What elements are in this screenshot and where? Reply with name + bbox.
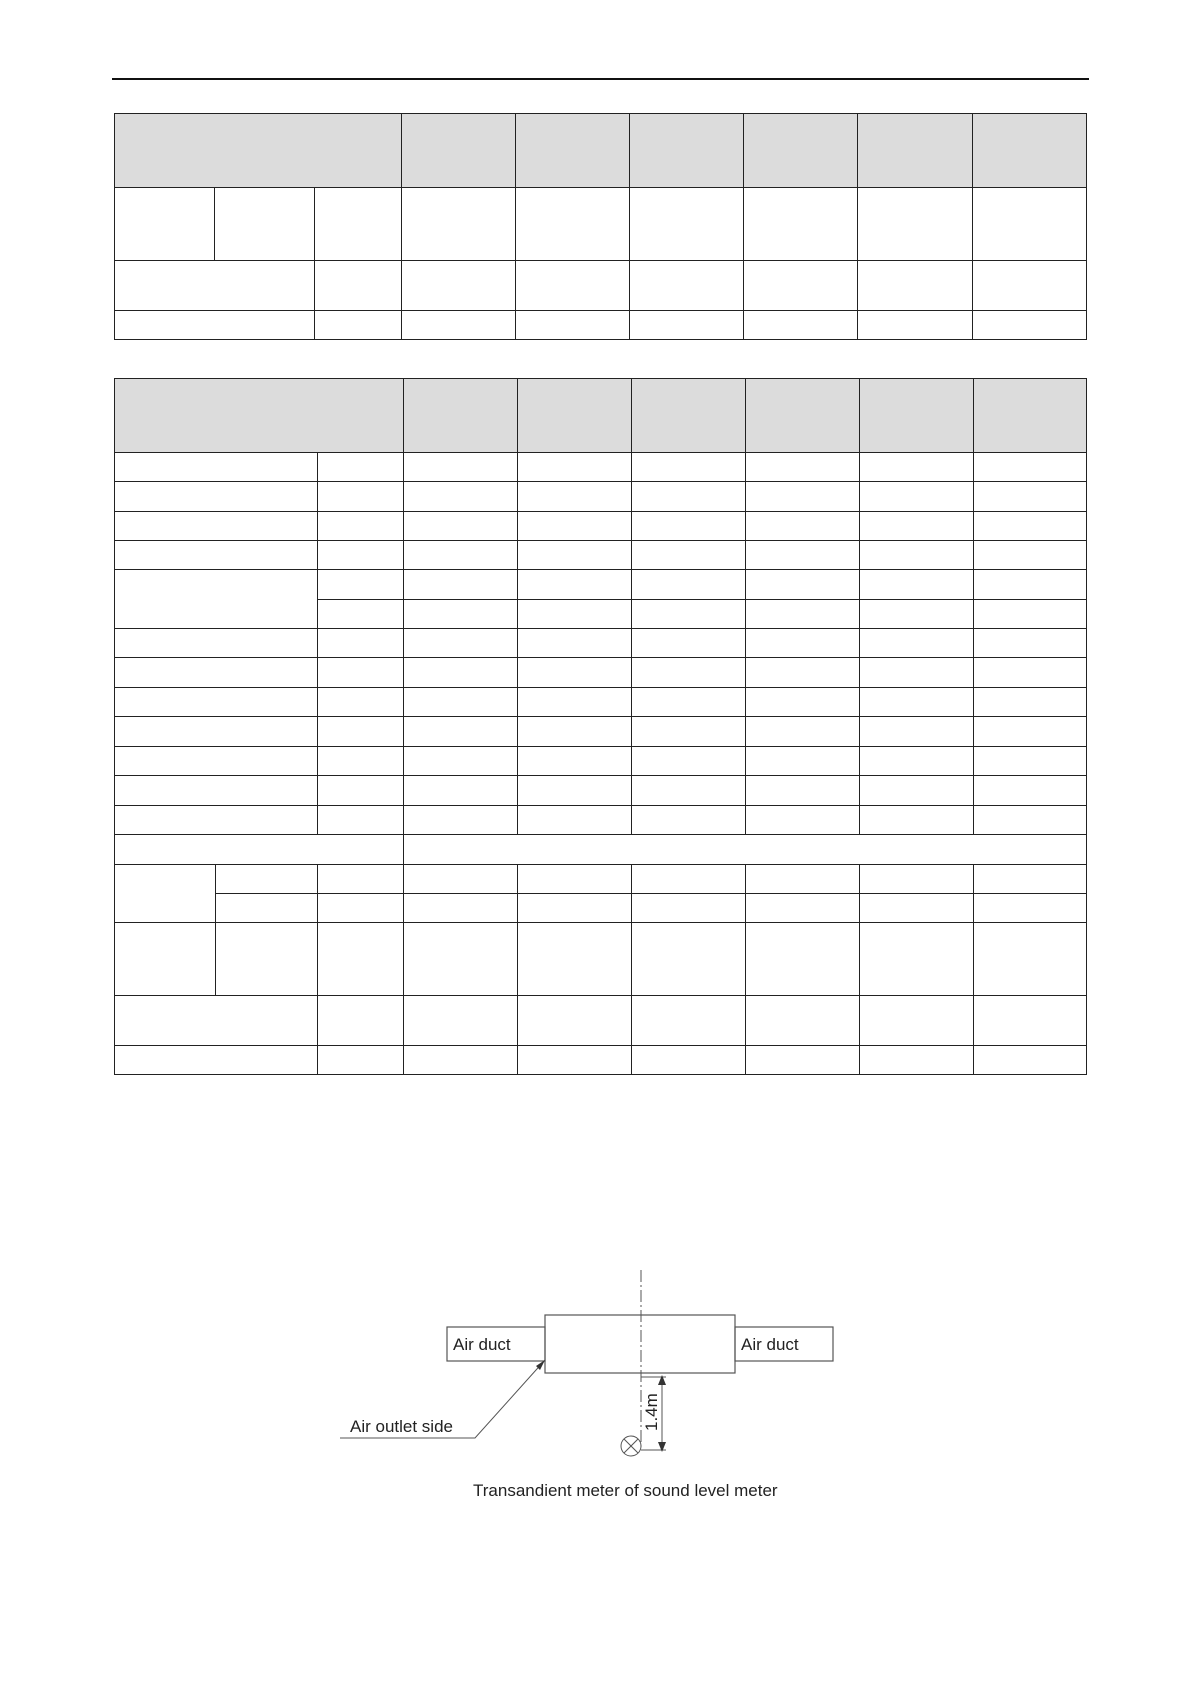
table-cell [115, 747, 318, 776]
table-cell [404, 996, 518, 1046]
table-cell [860, 717, 974, 747]
table-cell [632, 600, 746, 629]
table-cell [318, 658, 404, 688]
table-cell [518, 512, 632, 541]
table-cell [404, 512, 518, 541]
table-cell [115, 835, 404, 865]
table-cell [115, 261, 315, 311]
table-cell [518, 923, 632, 996]
header-rule [112, 78, 1089, 80]
table-header-cell [630, 114, 744, 188]
table-cell [632, 482, 746, 512]
table-row [115, 747, 1087, 776]
table-cell [115, 717, 318, 747]
table-row [115, 688, 1087, 717]
table-cell [404, 1046, 518, 1075]
table-cell [115, 658, 318, 688]
table-cell [518, 894, 632, 923]
table-cell [860, 658, 974, 688]
table-cell [973, 188, 1087, 261]
table-row [115, 512, 1087, 541]
table-row [115, 482, 1087, 512]
table-cell [860, 894, 974, 923]
table-cell [746, 600, 860, 629]
table-cell [115, 776, 318, 806]
table-cell [744, 188, 858, 261]
table-row [115, 311, 1087, 340]
table-row [115, 188, 1087, 261]
table-cell [115, 453, 318, 482]
table-cell [518, 629, 632, 658]
table-cell [516, 311, 630, 340]
table-cell [404, 600, 518, 629]
table-cell [318, 776, 404, 806]
table-cell [518, 482, 632, 512]
table-cell [860, 512, 974, 541]
table-row [115, 776, 1087, 806]
table-cell [860, 600, 974, 629]
table-cell [974, 453, 1087, 482]
table-cell [318, 512, 404, 541]
table-cell [318, 570, 404, 600]
table-cell [318, 923, 404, 996]
table-header-cell [746, 379, 860, 453]
table-cell [632, 688, 746, 717]
table-cell [860, 806, 974, 835]
table-header-cell [402, 114, 516, 188]
table-cell [215, 188, 315, 261]
table-cell [746, 776, 860, 806]
table-cell [974, 806, 1087, 835]
table-cell [518, 688, 632, 717]
table-cell [860, 1046, 974, 1075]
table-cell [974, 776, 1087, 806]
table-cell [632, 894, 746, 923]
table-header-cell [858, 114, 973, 188]
table-cell [858, 188, 973, 261]
table-cell [632, 865, 746, 894]
table-cell [315, 261, 402, 311]
table-cell [632, 658, 746, 688]
table-row [115, 658, 1087, 688]
table-cell [318, 806, 404, 835]
table-cell [632, 776, 746, 806]
table-cell [746, 747, 860, 776]
table-cell [746, 806, 860, 835]
table-cell [860, 865, 974, 894]
unit-body-box [545, 1315, 735, 1373]
table-cell [860, 570, 974, 600]
table-cell [974, 688, 1087, 717]
table-cell [404, 570, 518, 600]
table-cell [632, 453, 746, 482]
table-cell [632, 1046, 746, 1075]
table-cell [860, 688, 974, 717]
table-cell [746, 865, 860, 894]
table-cell [630, 261, 744, 311]
table-cell [518, 541, 632, 570]
table-cell [518, 1046, 632, 1075]
outlet-side-label: Air outlet side [350, 1417, 453, 1436]
table-cell [632, 541, 746, 570]
table-row [115, 865, 1087, 894]
table-cell [860, 923, 974, 996]
table-cell [404, 453, 518, 482]
table-cell [115, 1046, 318, 1075]
table-cell [973, 311, 1087, 340]
table-cell [518, 865, 632, 894]
table-cell [630, 188, 744, 261]
table-cell [632, 570, 746, 600]
table-cell [404, 658, 518, 688]
table-cell [974, 600, 1087, 629]
table-row [115, 1046, 1087, 1075]
table-row [115, 835, 1087, 865]
table-cell [974, 996, 1087, 1046]
table-cell [746, 658, 860, 688]
table-cell [318, 600, 404, 629]
table-cell [518, 996, 632, 1046]
table-row [115, 923, 1087, 996]
table-cell [974, 1046, 1087, 1075]
table-cell [216, 865, 318, 894]
sound-meter-icon [621, 1436, 641, 1456]
table-cell [744, 311, 858, 340]
table-cell [746, 996, 860, 1046]
table-row [115, 261, 1087, 311]
table-cell [632, 717, 746, 747]
table-cell [746, 923, 860, 996]
table-cell [746, 1046, 860, 1075]
table-cell [518, 570, 632, 600]
table-header-cell [516, 114, 630, 188]
table-cell [318, 482, 404, 512]
table-row [115, 453, 1087, 482]
table-cell [318, 747, 404, 776]
table-cell [216, 894, 318, 923]
table-cell [744, 261, 858, 311]
table-cell [860, 541, 974, 570]
table-cell [115, 923, 216, 996]
table-cell [518, 658, 632, 688]
table-cell [860, 629, 974, 658]
table-cell [315, 188, 402, 261]
table-cell [973, 261, 1087, 311]
sound-measurement-diagram [330, 1265, 860, 1515]
table-header-cell [974, 379, 1087, 453]
table-cell [518, 747, 632, 776]
table-header-cell [404, 379, 518, 453]
table-cell [115, 482, 318, 512]
table-cell [632, 629, 746, 658]
diagram-caption: Transandient meter of sound level meter [473, 1481, 778, 1500]
left-duct-label: Air duct [453, 1335, 511, 1354]
table-cell [115, 311, 315, 340]
table-cell [115, 996, 318, 1046]
table-cell [746, 894, 860, 923]
table-cell [746, 453, 860, 482]
table-cell [632, 512, 746, 541]
table-cell [632, 747, 746, 776]
table-cell [974, 894, 1087, 923]
table-cell [318, 453, 404, 482]
table-cell [858, 311, 973, 340]
table-cell [402, 311, 516, 340]
table-cell [974, 923, 1087, 996]
table-cell [115, 865, 216, 923]
table-cell [974, 570, 1087, 600]
table-cell [404, 923, 518, 996]
table-cell [404, 806, 518, 835]
table-cell [318, 541, 404, 570]
table-cell [115, 512, 318, 541]
table-cell [746, 482, 860, 512]
table-row [115, 894, 1087, 923]
table-cell [746, 570, 860, 600]
table-cell [115, 541, 318, 570]
table-cell [404, 865, 518, 894]
table-cell [318, 717, 404, 747]
table-cell [632, 996, 746, 1046]
table-cell [860, 747, 974, 776]
table-cell [860, 776, 974, 806]
table-row [115, 717, 1087, 747]
table-cell [974, 541, 1087, 570]
spec-table-1 [114, 113, 1087, 340]
table-cell [746, 629, 860, 658]
table-cell [860, 482, 974, 512]
table-row [115, 806, 1087, 835]
table-cell [974, 482, 1087, 512]
table-cell [318, 688, 404, 717]
table-header-row [115, 379, 1087, 453]
table-cell [974, 512, 1087, 541]
table-cell [404, 629, 518, 658]
table-cell [404, 482, 518, 512]
table-header-cell [115, 379, 404, 453]
spec-table-2 [114, 378, 1087, 1075]
table-cell [318, 1046, 404, 1075]
right-duct-label: Air duct [741, 1335, 799, 1354]
table-cell [402, 261, 516, 311]
table-cell [404, 835, 1087, 865]
table-cell [115, 629, 318, 658]
table-cell [402, 188, 516, 261]
table-cell [318, 894, 404, 923]
table-header-cell [744, 114, 858, 188]
table-cell [115, 570, 318, 629]
table-row [115, 629, 1087, 658]
table-cell [315, 311, 402, 340]
table-cell [974, 717, 1087, 747]
table-cell [632, 923, 746, 996]
table-cell [115, 688, 318, 717]
table-cell [518, 600, 632, 629]
table-cell [216, 923, 318, 996]
table-cell [518, 776, 632, 806]
table-row [115, 541, 1087, 570]
distance-label: 1.4m [642, 1393, 661, 1431]
table-row [115, 570, 1087, 600]
table-cell [318, 865, 404, 894]
table-cell [516, 261, 630, 311]
table-cell [518, 806, 632, 835]
table-cell [404, 747, 518, 776]
table-cell [404, 717, 518, 747]
table-cell [404, 776, 518, 806]
table-cell [318, 629, 404, 658]
table-cell [974, 658, 1087, 688]
table-cell [518, 717, 632, 747]
table-cell [858, 261, 973, 311]
table-cell [746, 541, 860, 570]
table-row [115, 996, 1087, 1046]
table-cell [318, 996, 404, 1046]
table-cell [860, 996, 974, 1046]
table-cell [115, 806, 318, 835]
table-cell [746, 688, 860, 717]
table-header-cell [632, 379, 746, 453]
table-header-cell [860, 379, 974, 453]
table-cell [115, 188, 215, 261]
table-cell [860, 453, 974, 482]
table-header-row [115, 114, 1087, 188]
table-cell [518, 453, 632, 482]
table-cell [404, 688, 518, 717]
table-cell [746, 717, 860, 747]
table-cell [632, 806, 746, 835]
table-cell [974, 747, 1087, 776]
table-cell [404, 894, 518, 923]
table-cell [746, 512, 860, 541]
table-header-cell [973, 114, 1087, 188]
table-cell [516, 188, 630, 261]
table-cell [404, 541, 518, 570]
table-cell [974, 865, 1087, 894]
table-header-cell [115, 114, 402, 188]
table-cell [630, 311, 744, 340]
table-cell [974, 629, 1087, 658]
table-header-cell [518, 379, 632, 453]
